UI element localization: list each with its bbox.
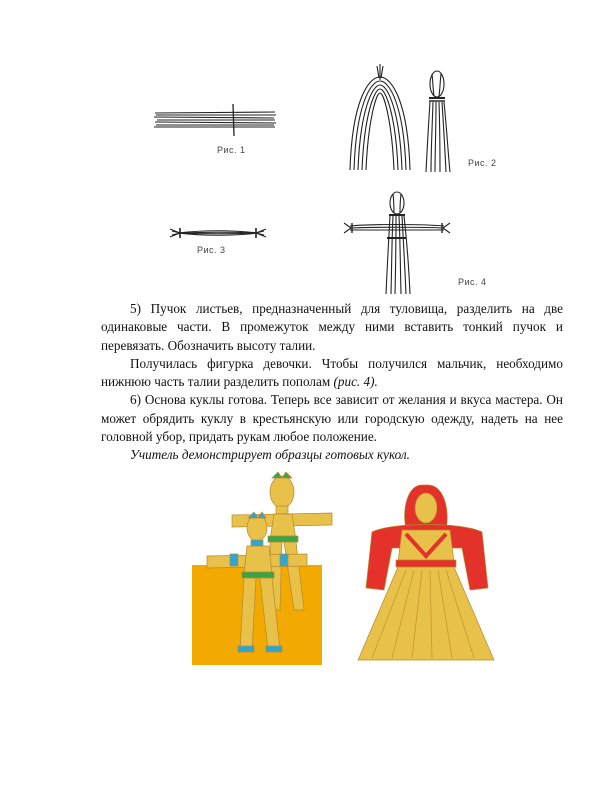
finished-dolls-illustration <box>192 470 562 670</box>
figure-2-folded-bundle <box>340 62 470 177</box>
paragraph-girl-figure <box>101 355 563 392</box>
figure-3-caption: Рис. 3 <box>197 245 226 255</box>
figure-reference: (рис. 4). <box>333 374 378 390</box>
figure-1-caption: Рис. 1 <box>217 145 246 155</box>
figure-2-caption: Рис. 2 <box>468 158 497 168</box>
straw-woman-doll <box>358 485 494 660</box>
paragraph-step-6: 6) Основа куклы готова. Теперь все зависит от желания и вкуса мастера. Он может обрядить куклу в крестьянскую или городскую одежду, надеть на нее головной убор, придать рукам любое положение. <box>101 392 563 445</box>
paragraph-step-5: 5) Пучок листьев, предназначенный для туловища, разделить на две одинаковые части. В промежуток между ними вставить тонкий пучок и перевязать. Обозначить высоту талии. <box>101 301 563 353</box>
paragraph-girl-figure-text: Получилась фигурка девочки. Чтобы получился мальчик, необходимо нижнюю часть талии разделить пополам <box>101 355 563 390</box>
instruction-text <box>101 300 563 465</box>
figure-4-caption: Рис. 4 <box>458 277 487 287</box>
paragraph-teacher-demo: Учитель демонстрирует образцы готовых кукол. <box>130 447 410 463</box>
figure-4-doll-frame <box>342 190 452 298</box>
figure-1-straight-bundle <box>150 100 280 140</box>
figure-3-arms-bundle <box>168 222 268 244</box>
